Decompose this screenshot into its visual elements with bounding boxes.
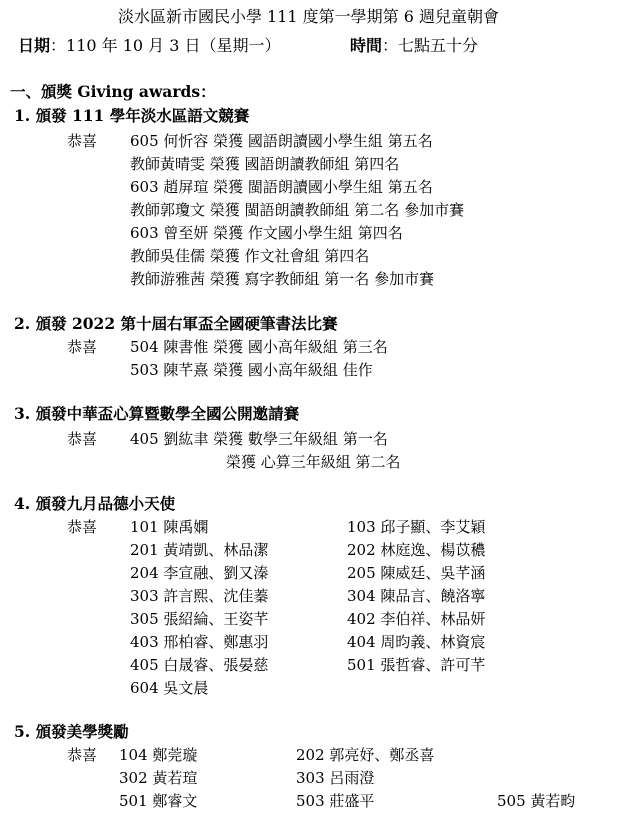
congrats-prefix: 恭喜	[67, 518, 98, 536]
list-item: 202 林庭逸、楊苡穠	[347, 541, 486, 559]
award-line: 503 陳芊熹 榮獲 國小高年級組 佳作	[130, 361, 373, 379]
congrats-prefix: 恭喜	[67, 746, 98, 764]
list-item: 304 陳品言、饒洛寧	[347, 587, 486, 605]
list-item: 604 吳文晨	[130, 679, 209, 697]
date-line	[18, 38, 281, 54]
list-item: 204 李宣融、劉又溱	[130, 564, 269, 582]
congrats-prefix: 恭喜	[67, 430, 98, 448]
list-item: 302 黃若瑄	[119, 769, 198, 787]
list-item: 205 陳威廷、吳芊涵	[347, 564, 486, 582]
date-label: 日期	[18, 36, 51, 55]
section-title: 一、頒獎 Giving awards：	[10, 82, 216, 101]
award-heading: 5. 頒發美學獎勵	[14, 722, 129, 741]
list-item: 501 張哲睿、許可芊	[347, 656, 486, 674]
list-item: 305 張紹綸、王姿芊	[130, 610, 269, 628]
list-item: 303 呂雨澄	[296, 769, 375, 787]
list-item: 505 黃若畇	[497, 792, 576, 810]
congrats-prefix: 恭喜	[67, 338, 98, 356]
list-item: 201 黃靖凱、林品潔	[130, 541, 269, 559]
list-item: 402 李伯祥、林品妍	[347, 610, 486, 628]
award-line: 教師吳佳儒 榮獲 作文社會組 第四名	[130, 247, 370, 265]
list-item: 104 鄭莞璇	[119, 746, 198, 764]
list-item: 103 邱子顯、李艾穎	[347, 518, 486, 536]
award-line: 504 陳書惟 榮獲 國小高年級組 第三名	[130, 338, 388, 356]
award-line: 教師郭瓊文 榮獲 閩語朗讀教師組 第二名 參加市賽	[130, 201, 465, 219]
award-line: 榮獲 心算三年級組 第二名	[226, 453, 401, 471]
award-heading: 3. 頒發中華盃心算暨數學全國公開邀請賽	[14, 404, 300, 423]
award-line: 教師游雅茜 榮獲 寫字教師組 第一名 參加市賽	[130, 270, 435, 288]
congrats-prefix: 恭喜	[67, 132, 98, 150]
time-value: ：七點五十分	[382, 36, 479, 55]
award-line: 603 趙屏瑄 榮獲 閩語朗讀國小學生組 第五名	[130, 178, 433, 196]
date-value: ：110 年 10 月 3 日（星期一）	[50, 36, 281, 55]
page-title: 淡水區新市國民小學 111 度第一學期第 6 週兒童朝會	[117, 7, 500, 26]
award-heading: 1. 頒發 111 學年淡水區語文競賽	[14, 106, 250, 125]
award-line: 603 曾至妍 榮獲 作文國小學生組 第四名	[130, 224, 403, 242]
award-line: 405 劉紘聿 榮獲 數學三年級組 第一名	[130, 430, 388, 448]
list-item: 202 郭亮妤、鄭丞喜	[296, 746, 435, 764]
list-item: 404 周昀義、林資宸	[347, 633, 486, 651]
list-item: 101 陳禹嫻	[130, 518, 209, 536]
list-item: 501 鄭睿文	[119, 792, 198, 810]
list-item: 303 許言熙、沈佳蓁	[130, 587, 269, 605]
award-line: 教師黃晴雯 榮獲 國語朗讀教師組 第四名	[130, 155, 400, 173]
award-heading: 4. 頒發九月品德小天使	[14, 494, 176, 513]
list-item: 503 莊盛平	[296, 792, 375, 810]
list-item: 403 邢柏睿、鄭惠羽	[130, 633, 269, 651]
time-line	[350, 38, 478, 54]
award-line: 605 何忻容 榮獲 國語朗讀國小學生組 第五名	[130, 132, 433, 150]
list-item: 405 白晟睿、張晏慈	[130, 656, 269, 674]
time-label: 時間	[350, 36, 383, 55]
award-heading: 2. 頒發 2022 第十屆右軍盃全國硬筆書法比賽	[14, 314, 338, 333]
